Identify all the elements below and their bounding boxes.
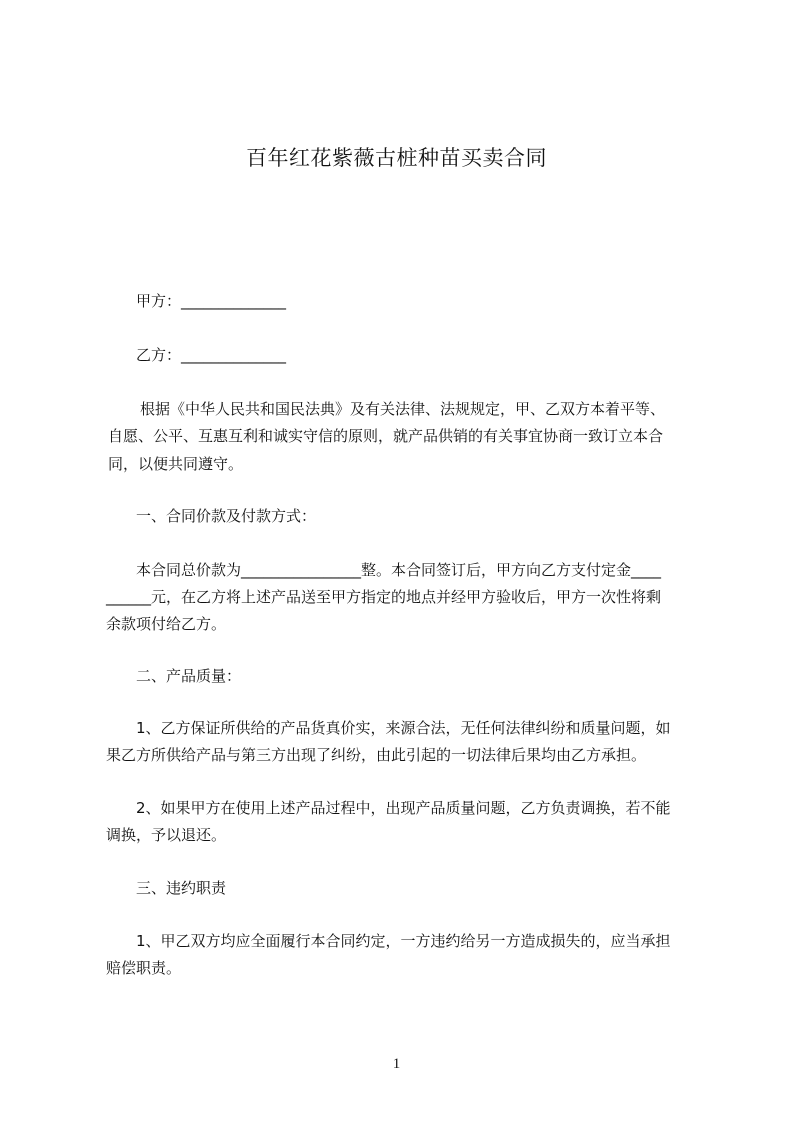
section-2-item-2-line-1: 2、如果甲方在使用上述产品过程中，出现产品质量问题，乙方负责调换，若不能 <box>136 799 671 817</box>
party-a-line: 甲方：______________ <box>136 292 287 310</box>
section-1-line-3: 余款项付给乙方。 <box>106 615 227 633</box>
intro-line-2: 自愿、公平、互惠互利和诚实守信的原则，就产品供销的有关事宜协商一致订立本合 <box>108 427 664 445</box>
section-3-item-1-line-1: 1、甲乙双方均应全面履行本合同约定，一方违约给另一方造成损失的，应当承担 <box>136 932 671 950</box>
section-2-item-1-line-2: 果乙方所供给产品与第三方出现了纠纷，由此引起的一切法律后果均由乙方承担。 <box>106 746 647 764</box>
section-1-line-1: 本合同总价款为________________整。本合同签订后，甲方向乙方支付定金____ <box>136 561 662 579</box>
page-number: 1 <box>392 1056 401 1072</box>
intro-line-1: 根据《中华人民共和国民法典》及有关法律、法规规定，甲、乙双方本着平等、 <box>140 400 666 418</box>
section-1-heading: 一、合同价款及付款方式： <box>136 507 317 525</box>
section-2-item-1-line-1: 1、乙方保证所供给的产品货真价实，来源合法，无任何法律纠纷和质量问题，如 <box>136 719 671 737</box>
document-title: 百年红花紫薇古桩种苗买卖合同 <box>246 146 547 170</box>
section-3-item-1-line-2: 赔偿职责。 <box>106 959 182 977</box>
party-b-line: 乙方：______________ <box>136 346 287 364</box>
section-1-line-2: ______元，在乙方将上述产品送至甲方指定的地点并经甲方验收后，甲方一次性将剩 <box>106 588 662 606</box>
intro-line-3: 同，以便共同遵守。 <box>108 455 244 473</box>
section-2-heading: 二、产品质量： <box>136 667 242 685</box>
section-3-heading: 三、违约职责 <box>136 879 227 897</box>
section-2-item-2-line-2: 调换，予以退还。 <box>106 826 227 844</box>
